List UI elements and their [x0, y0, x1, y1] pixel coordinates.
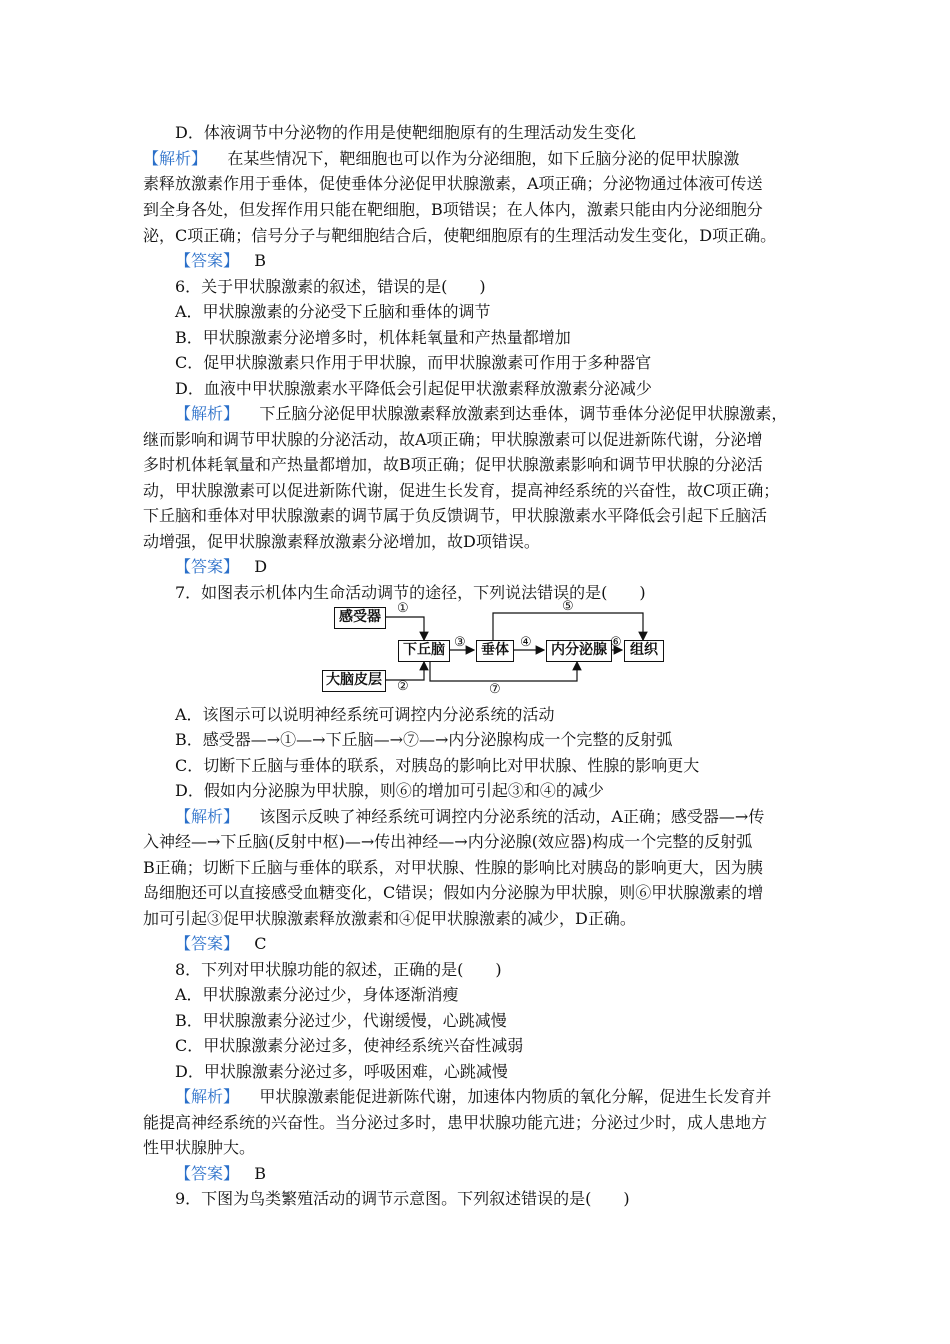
- label-2: ②: [397, 679, 409, 694]
- q6-option-d: D．血液中甲状腺激素水平降低会引起促甲状激素释放激素分泌减少: [175, 379, 652, 398]
- q8-option-a: A．甲状腺激素分泌过少，身体逐渐消瘦: [175, 985, 459, 1004]
- tissue-box: 组织: [624, 640, 664, 662]
- q6-option-c: C．促甲状腺激素只作用于甲状腺，而甲状腺激素可作用于多种器官: [175, 353, 652, 372]
- q5-analysis-line-3: 到全身各处，但发挥作用只能在靶细胞，B项错误；在人体内，激素只能由内分泌细胞分: [143, 200, 763, 219]
- q8-analysis-line-2: 能提高神经系统的兴奋性。当分泌过多时，患甲状腺功能亢进；分泌过少时，成人患地方: [143, 1113, 768, 1132]
- q8-analysis-line-1: 【解析】 甲状腺激素能促进新陈代谢，加速体内物质的氧化分解，促进生长发育并: [175, 1087, 772, 1106]
- q8-option-d: D．甲状腺激素分泌过多，呼吸困难，心跳减慢: [175, 1062, 508, 1081]
- q7-analysis-line-3: B正确；切断下丘脑与垂体的联系，对甲状腺、性腺的影响比对胰岛的影响更大，因为胰: [143, 858, 763, 877]
- q5-analysis-line-4: 泌，C项正确；信号分子与靶细胞结合后，使靶细胞原有的生理活动发生变化，D项正确。: [143, 226, 777, 245]
- answer-value: B: [254, 251, 267, 270]
- q5-option-d: D．体液调节中分泌物的作用是使靶细胞原有的生理活动发生变化: [175, 123, 636, 142]
- answer-tag: 【答案】: [175, 557, 240, 576]
- q5-analysis-line-1: 【解析】 在某些情况下，靶细胞也可以作为分泌细胞，如下丘脑分泌的促甲状腺激: [143, 149, 740, 168]
- q6-analysis-line-4: 动，甲状腺激素可以促进新陈代谢，促进生长发育，提高神经系统的兴奋性，故C项正确；: [143, 481, 780, 500]
- q6-option-a: A．甲状腺激素的分泌受下丘脑和垂体的调节: [175, 302, 491, 321]
- q6-analysis-line-6: 动增强，促甲状腺激素释放激素分泌增加，故D项错误。: [143, 532, 540, 551]
- q7-analysis-line-5: 加可引起③促甲状腺激素释放激素和④促甲状腺激素的减少，D正确。: [143, 909, 636, 928]
- answer-value: C: [254, 934, 267, 953]
- q8-option-b: B．甲状腺激素分泌过少，代谢缓慢，心跳减慢: [175, 1011, 507, 1030]
- q7-stem: 7．如图表示机体内生命活动调节的途径，下列说法错误的是( ): [175, 583, 646, 602]
- q8-answer: [175, 1164, 266, 1184]
- q6-stem: 6．关于甲状腺激素的叙述，错误的是( ): [175, 277, 486, 296]
- q7-option-d: D．假如内分泌腺为甲状腺，则⑥的增加可引起③和④的减少: [175, 781, 604, 800]
- q7-analysis-line-1: 【解析】 该图示反映了神经系统可调控内分泌系统的活动，A正确；感受器—→传: [175, 807, 765, 826]
- label-7: ⑦: [489, 682, 501, 697]
- label-4: ④: [520, 635, 532, 650]
- q8-analysis-line-3: 性甲状腺肿大。: [143, 1138, 256, 1157]
- pituitary-box: 垂体: [476, 640, 514, 662]
- q7-option-c: C．切断下丘脑与垂体的联系，对胰岛的影响比对甲状腺、性腺的影响更大: [175, 756, 700, 775]
- q7-answer: [175, 934, 267, 954]
- cortex-box: 大脑皮层: [322, 670, 386, 692]
- q7-option-b: B．感受器—→①—→下丘脑—→⑦—→内分泌腺构成一个完整的反射弧: [175, 730, 673, 749]
- q6-analysis-line-5: 下丘脑和垂体对甲状腺激素的调节属于负反馈调节，甲状腺激素水平降低会引起下丘脑活: [143, 506, 768, 525]
- q7-analysis-line-4: 岛细胞还可以直接感受血糖变化，C错误；假如内分泌腺为甲状腺，则⑥甲状腺激素的增: [143, 883, 764, 902]
- q6-analysis-line-1: 【解析】 下丘脑分泌促甲状腺激素释放激素到达垂体，调节垂体分泌促甲状腺激素，: [175, 404, 788, 423]
- analysis-tag: 【解析】: [175, 807, 240, 826]
- analysis-tag: 【解析】: [175, 1087, 240, 1106]
- q6-option-b: B．甲状腺激素分泌增多时，机体耗氧量和产热量都增加: [175, 328, 571, 347]
- answer-tag: 【答案】: [175, 934, 240, 953]
- receptor-box: 感受器: [334, 607, 386, 629]
- answer-tag: 【答案】: [175, 251, 240, 270]
- q9-stem: 9．下图为鸟类繁殖活动的调节示意图。下列叙述错误的是( ): [175, 1189, 630, 1208]
- q6-analysis-line-2: 继而影响和调节甲状腺的分泌活动，故A项正确；甲状腺激素可以促进新陈代谢，分泌增: [143, 430, 763, 449]
- q7-option-a: A．该图示可以说明神经系统可调控内分泌系统的活动: [175, 705, 555, 724]
- q8-option-c: C．甲状腺激素分泌过多，使神经系统兴奋性减弱: [175, 1036, 524, 1055]
- answer-tag: 【答案】: [175, 1164, 240, 1183]
- q5-analysis-line-2: 素释放激素作用于垂体，促使垂体分泌促甲状腺激素，A项正确；分泌物通过体液可传送: [143, 174, 763, 193]
- hypothalamus-box: 下丘脑: [398, 640, 450, 662]
- q6-analysis-line-3: 多时机体耗氧量和产热量都增加，故B项正确；促甲状腺激素影响和调节甲状腺的分泌活: [143, 455, 763, 474]
- q7-analysis-line-2: 入神经—→下丘脑(反射中枢)—→传出神经—→内分泌腺(效应器)构成一个完整的反射弧: [143, 832, 753, 851]
- label-3: ③: [454, 635, 466, 650]
- endocrine-gland-box: 内分泌腺: [546, 640, 612, 662]
- q8-stem: 8．下列对甲状腺功能的叙述，正确的是( ): [175, 960, 502, 979]
- answer-value: D: [254, 557, 268, 576]
- answer-value: B: [254, 1164, 267, 1183]
- label-1: ①: [397, 601, 409, 616]
- label-6: ⑥: [610, 635, 622, 650]
- analysis-tag: 【解析】: [175, 404, 240, 423]
- analysis-tag: 【解析】: [143, 149, 208, 168]
- label-5: ⑤: [562, 599, 574, 614]
